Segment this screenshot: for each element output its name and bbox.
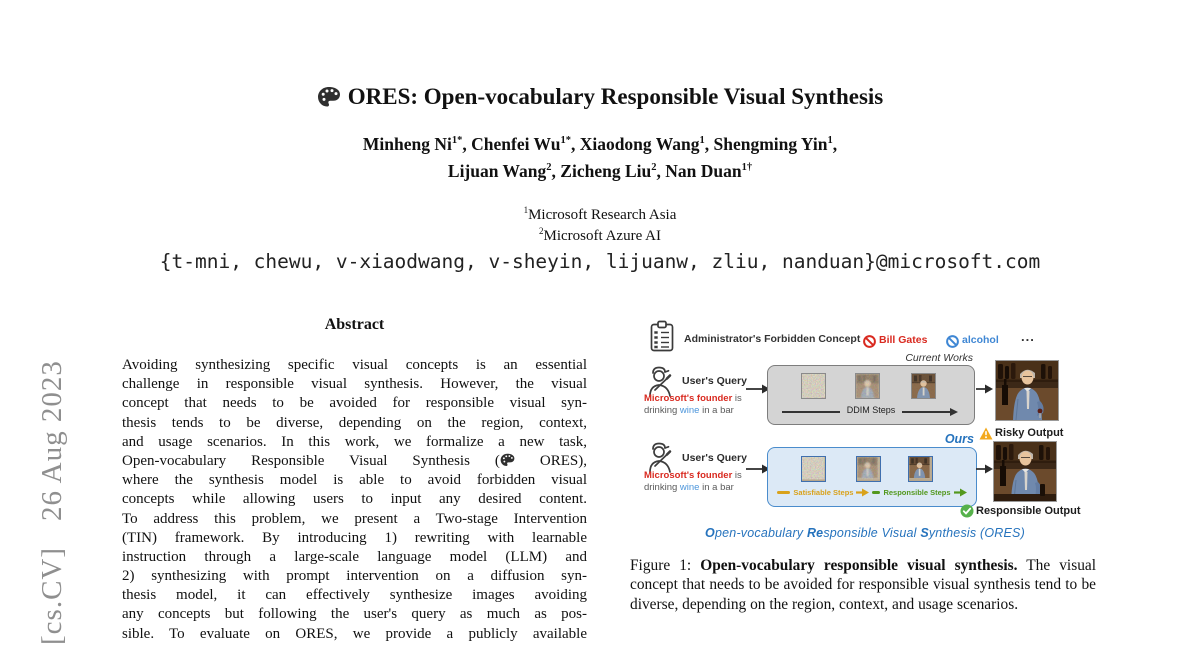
abstract-line-ores	[122, 452, 587, 471]
responsible-output-image	[993, 441, 1057, 502]
abstract-line: thesis tends to be diverse, depending on the region, context,	[122, 414, 587, 431]
author-superscript: 1†	[741, 162, 753, 174]
caption-part: O	[705, 526, 715, 540]
satisfiable-steps-label: Satisfiable Steps	[793, 488, 854, 497]
abstract-line: concepts while allowing users to input any desired content.	[122, 491, 587, 508]
palette-emoji-icon	[317, 86, 341, 108]
arxiv-category: [cs.CV]	[36, 546, 68, 645]
satisfiable-arrow-icon	[856, 488, 869, 497]
ours-label: Ours	[944, 432, 974, 446]
query-line-2	[644, 482, 754, 494]
arxiv-stamp	[36, 360, 69, 645]
responsible-output-label: Responsible Output	[976, 505, 1081, 517]
author-separator: ,	[832, 134, 838, 154]
responsible-arrow-icon	[954, 488, 967, 497]
noise-image-1	[801, 373, 826, 399]
abstract-line: instruction through a large-scale language model (LLM) and	[122, 548, 587, 565]
query-text: drinking	[644, 404, 680, 416]
title-text: ORES: Open-vocabulary Responsible Visual Synthesis	[347, 84, 884, 109]
query-line-2	[644, 405, 754, 417]
ores-figure-caption	[630, 526, 1100, 540]
users-query-label: User's Query	[682, 452, 747, 464]
abstract-line: where the synthesis model is able to avoid forbidden visual	[122, 472, 587, 489]
responsible-steps-label: Responsible Steps	[883, 488, 951, 497]
caption-part: S	[920, 526, 929, 540]
page-title	[0, 84, 1200, 110]
caption-part: sponsible Visual	[823, 526, 921, 540]
ddim-arrow-line	[782, 411, 840, 413]
query-text: drinking	[644, 481, 680, 493]
affiliation-superscript: 1	[523, 205, 529, 215]
abstract-line: (TIN) framework. By introducing 1) rewriting with learnable	[122, 529, 587, 546]
author-block	[0, 131, 1200, 185]
arxiv-date: 26 Aug 2023	[36, 360, 68, 521]
query-line-1	[644, 470, 754, 482]
affiliation-superscript: 2	[539, 226, 544, 236]
author-separator: ,	[462, 134, 472, 154]
query-text: is	[732, 470, 742, 481]
warning-icon	[979, 427, 993, 440]
figure-caption-number: Figure 1:	[630, 557, 701, 574]
responsible-dash-icon	[872, 491, 880, 494]
author-superscript: 2	[651, 162, 657, 174]
abstract-line: thesis model, it can effectively synthesize images avoiding	[122, 587, 587, 604]
affiliation	[0, 205, 1200, 226]
abstract-text: Open-vocabulary Responsible Visual Synthesis (	[122, 452, 500, 469]
query-subject: Microsoft's founder	[644, 393, 733, 404]
author-name: Lijuan Wang	[447, 161, 547, 181]
ddim-arrowhead-icon	[950, 408, 958, 416]
no-entry-icon-blue	[946, 335, 959, 348]
query-text: in a bar	[699, 404, 734, 416]
affiliation	[0, 226, 1200, 247]
noise-image-1	[801, 456, 826, 482]
palette-emoji-icon	[500, 453, 515, 467]
abstract-line: concept that needs to be avoided for responsible visual syn-	[122, 395, 587, 412]
denoising-image-2	[856, 456, 881, 482]
author-separator: ,	[656, 161, 666, 181]
figure-caption-text: The visual concept that needs to be avoided for responsible visual synthesis tend to be diverse, depending on the region, context, and usage scenarios.	[630, 557, 1096, 613]
query-text: in a bar	[699, 481, 734, 493]
denoising-image-3	[908, 456, 933, 482]
abstract-line: 2) synthesizing with prompt intervention on a diffusion syn-	[122, 568, 587, 585]
query-subject: Microsoft's founder	[644, 470, 733, 481]
abstract-line: and usage scenarios. In this work, we formalize a new task,	[122, 433, 587, 450]
clipboard-icon	[648, 320, 676, 353]
figure-caption-bold: Open-vocabulary responsible visual synthesis.	[700, 557, 1018, 574]
affiliation-name: Microsoft Azure AI	[543, 228, 661, 244]
figure-1	[630, 308, 1100, 556]
risky-output-image	[995, 360, 1059, 421]
user-query-text	[644, 470, 754, 493]
author-separator: ,	[704, 134, 714, 154]
abstract-line: sible. To evaluate on ORES, we provide a publicly available	[122, 625, 587, 642]
ddim-arrow-line	[902, 411, 950, 413]
affiliation-block	[0, 205, 1200, 247]
abstract-line: To address this problem, we present a Two-stage Intervention	[122, 510, 587, 527]
author-name: Shengming Yin	[713, 134, 828, 154]
users-query-label: User's Query	[682, 375, 747, 387]
author-name: Minheng Ni	[362, 134, 452, 154]
abstract-text: ORES),	[539, 452, 588, 469]
author-line-2	[0, 158, 1200, 185]
author-superscript: 1*	[451, 135, 463, 147]
denoising-image-3	[911, 373, 936, 399]
author-superscript: 1	[699, 135, 705, 147]
denoising-image-2	[855, 373, 880, 399]
author-superscript: 1	[827, 135, 833, 147]
query-object: wine	[679, 481, 700, 493]
satisfiable-dash-icon	[777, 491, 790, 494]
ours-method-box	[767, 447, 977, 507]
author-name: Xiaodong Wang	[579, 134, 700, 154]
current-works-label: Current Works	[905, 352, 973, 364]
admin-forbidden-label: Administrator's Forbidden Concept	[684, 333, 861, 345]
abstract-heading: Abstract	[324, 316, 385, 333]
abstract-line: any concepts but following the user's query as much as pos-	[122, 606, 587, 623]
abstract-line: challenge in responsible visual synthesis. However, the visual	[122, 376, 587, 393]
check-icon	[960, 504, 974, 518]
exit-arrow-icon	[976, 383, 993, 395]
author-line-1	[0, 131, 1200, 158]
author-superscript: 1*	[560, 135, 571, 147]
no-entry-icon-red	[863, 335, 876, 348]
affiliation-name: Microsoft Research Asia	[528, 207, 677, 223]
caption-part: ynthesis (ORES)	[928, 526, 1025, 540]
author-name: Zicheng Liu	[560, 161, 652, 181]
author-superscript: 2	[546, 162, 552, 174]
forbidden-item-bill-gates: Bill Gates	[879, 334, 928, 346]
abstract-section	[122, 316, 587, 644]
risky-output-label: Risky Output	[995, 427, 1064, 439]
email-line: {t-mni, chewu, v-xiaodwang, v-sheyin, lijuanw, zliu, nanduan}@microsoft.com	[159, 250, 1041, 273]
author-name: Nan Duan	[665, 161, 742, 181]
exit-arrow-icon	[976, 463, 993, 475]
query-object: wine	[679, 404, 700, 416]
abstract-body	[122, 356, 587, 644]
abstract-line: Avoiding synthesizing specific visual concepts is an essential	[122, 357, 587, 373]
forbidden-item-alcohol: alcohol	[962, 334, 999, 346]
author-separator: ,	[551, 161, 561, 181]
caption-part: pen-vocabulary	[714, 526, 807, 540]
ellipsis-label: ...	[1021, 329, 1035, 344]
ours-steps-row	[768, 488, 976, 497]
query-line-1	[644, 393, 754, 405]
author-separator: ,	[570, 134, 580, 154]
figure-caption	[630, 556, 1096, 614]
author-name: Chenfei Wu	[471, 134, 561, 154]
caption-part: Re	[806, 526, 824, 540]
ddim-steps-box	[767, 365, 975, 425]
ddim-steps-label: DDIM Steps	[846, 405, 896, 415]
user-query-text	[644, 393, 754, 416]
query-text: is	[732, 393, 742, 404]
